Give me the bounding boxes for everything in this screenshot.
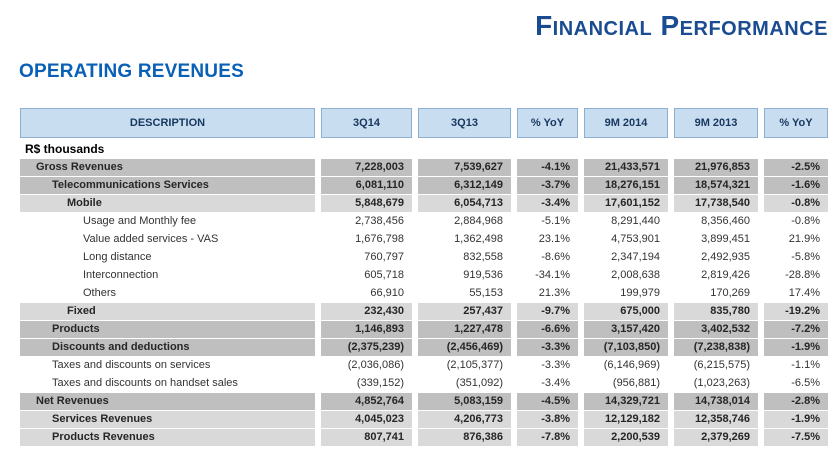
table-header-row (20, 108, 828, 138)
cell: 760,797 (321, 249, 412, 267)
cell: 7,228,003 (321, 159, 412, 177)
row-label: Gross Revenues (20, 159, 315, 177)
cell: 12,358,746 (674, 411, 758, 429)
cell: (956,881) (584, 375, 668, 393)
cell: 1,676,798 (321, 231, 412, 249)
cell: 2,008,638 (584, 267, 668, 285)
cell: 21.3% (517, 285, 578, 303)
cell: -6.5% (764, 375, 828, 393)
table-row (20, 411, 828, 429)
row-label: Usage and Monthly fee (20, 213, 315, 231)
cell: -5.1% (517, 213, 578, 231)
cell: 2,492,935 (674, 249, 758, 267)
cell: 5,083,159 (418, 393, 511, 411)
cell: -3.4% (517, 375, 578, 393)
cell: 5,848,679 (321, 195, 412, 213)
cell: 14,329,721 (584, 393, 668, 411)
cell: 4,852,764 (321, 393, 412, 411)
cell: -1.9% (764, 339, 828, 357)
cell: 14,738,014 (674, 393, 758, 411)
cell: 21,433,571 (584, 159, 668, 177)
cell: 21,976,853 (674, 159, 758, 177)
row-label: Fixed (20, 303, 315, 321)
cell: (6,215,575) (674, 357, 758, 375)
cell: 18,276,151 (584, 177, 668, 195)
cell: 12,129,182 (584, 411, 668, 429)
cell: -0.8% (764, 195, 828, 213)
column-header: 3Q14 (321, 108, 412, 138)
row-label: Mobile (20, 195, 315, 213)
cell: -3.7% (517, 177, 578, 195)
cell: 2,347,194 (584, 249, 668, 267)
cell: 1,227,478 (418, 321, 511, 339)
cell: 832,558 (418, 249, 511, 267)
cell: 170,269 (674, 285, 758, 303)
cell: 2,738,456 (321, 213, 412, 231)
cell: 2,819,426 (674, 267, 758, 285)
unit-label: R$ thousands (25, 142, 105, 156)
table-row (20, 393, 828, 411)
cell: -2.5% (764, 159, 828, 177)
cell: (2,105,377) (418, 357, 511, 375)
row-label: Others (20, 285, 315, 303)
cell: -1.6% (764, 177, 828, 195)
table-row (20, 231, 828, 249)
column-header: % YoY (764, 108, 828, 138)
cell: 17,601,152 (584, 195, 668, 213)
cell: (7,238,838) (674, 339, 758, 357)
table-row (20, 339, 828, 357)
row-label: Value added services - VAS (20, 231, 315, 249)
cell: 4,753,901 (584, 231, 668, 249)
cell: 2,884,968 (418, 213, 511, 231)
cell: 7,539,627 (418, 159, 511, 177)
cell: -6.6% (517, 321, 578, 339)
row-label: Interconnection (20, 267, 315, 285)
table-row (20, 249, 828, 267)
cell: -0.8% (764, 213, 828, 231)
cell: 4,206,773 (418, 411, 511, 429)
cell: -19.2% (764, 303, 828, 321)
cell: -7.8% (517, 429, 578, 447)
cell: 23.1% (517, 231, 578, 249)
row-label: Taxes and discounts on handset sales (20, 375, 315, 393)
cell: (2,036,086) (321, 357, 412, 375)
table-row (20, 321, 828, 339)
cell: (351,092) (418, 375, 511, 393)
table-row (20, 159, 828, 177)
row-label: Products (20, 321, 315, 339)
cell: -7.5% (764, 429, 828, 447)
table-row (20, 375, 828, 393)
cell: 605,718 (321, 267, 412, 285)
column-header: DESCRIPTION (20, 108, 315, 138)
cell: 21.9% (764, 231, 828, 249)
cell: 3,402,532 (674, 321, 758, 339)
cell: -3.4% (517, 195, 578, 213)
cell: 257,437 (418, 303, 511, 321)
cell: 1,146,893 (321, 321, 412, 339)
row-label: Net Revenues (20, 393, 315, 411)
cell: 6,081,110 (321, 177, 412, 195)
column-header: 9M 2014 (584, 108, 668, 138)
cell: 2,379,269 (674, 429, 758, 447)
cell: 3,157,420 (584, 321, 668, 339)
cell: 55,153 (418, 285, 511, 303)
operating-revenues-table (20, 108, 828, 447)
section-title: OPERATING REVENUES (19, 61, 244, 82)
row-label: Services Revenues (20, 411, 315, 429)
cell: (2,456,469) (418, 339, 511, 357)
cell: -3.8% (517, 411, 578, 429)
cell: -9.7% (517, 303, 578, 321)
cell: 2,200,539 (584, 429, 668, 447)
cell: -5.8% (764, 249, 828, 267)
cell: 1,362,498 (418, 231, 511, 249)
cell: -2.8% (764, 393, 828, 411)
table-row (20, 177, 828, 195)
cell: 807,741 (321, 429, 412, 447)
cell: (6,146,969) (584, 357, 668, 375)
cell: 66,910 (321, 285, 412, 303)
row-label: Taxes and discounts on services (20, 357, 315, 375)
cell: -8.6% (517, 249, 578, 267)
table-row (20, 213, 828, 231)
cell: -4.1% (517, 159, 578, 177)
table-row (20, 285, 828, 303)
column-header: % YoY (517, 108, 578, 138)
cell: (339,152) (321, 375, 412, 393)
table-row (20, 195, 828, 213)
cell: (1,023,263) (674, 375, 758, 393)
cell: -28.8% (764, 267, 828, 285)
cell: 919,536 (418, 267, 511, 285)
cell: -4.5% (517, 393, 578, 411)
cell: 232,430 (321, 303, 412, 321)
cell: 675,000 (584, 303, 668, 321)
table-row (20, 267, 828, 285)
cell: -1.9% (764, 411, 828, 429)
column-header: 9M 2013 (674, 108, 758, 138)
cell: -3.3% (517, 339, 578, 357)
cell: -34.1% (517, 267, 578, 285)
cell: -3.3% (517, 357, 578, 375)
column-header: 3Q13 (418, 108, 511, 138)
table-row (20, 357, 828, 375)
cell: 199,979 (584, 285, 668, 303)
row-label: Discounts and deductions (20, 339, 315, 357)
cell: 6,312,149 (418, 177, 511, 195)
cell: -1.1% (764, 357, 828, 375)
cell: 4,045,023 (321, 411, 412, 429)
row-label: Products Revenues (20, 429, 315, 447)
cell: (2,375,239) (321, 339, 412, 357)
cell: -7.2% (764, 321, 828, 339)
cell: 3,899,451 (674, 231, 758, 249)
row-label: Telecommunications Services (20, 177, 315, 195)
table-row (20, 429, 828, 447)
cell: 8,356,460 (674, 213, 758, 231)
page-title: Financial Performance (535, 10, 828, 41)
row-label: Long distance (20, 249, 315, 267)
cell: 17,738,540 (674, 195, 758, 213)
table-row (20, 303, 828, 321)
cell: 835,780 (674, 303, 758, 321)
cell: 18,574,321 (674, 177, 758, 195)
cell: 876,386 (418, 429, 511, 447)
cell: 17.4% (764, 285, 828, 303)
cell: 8,291,440 (584, 213, 668, 231)
cell: (7,103,850) (584, 339, 668, 357)
cell: 6,054,713 (418, 195, 511, 213)
table-body (20, 159, 828, 447)
